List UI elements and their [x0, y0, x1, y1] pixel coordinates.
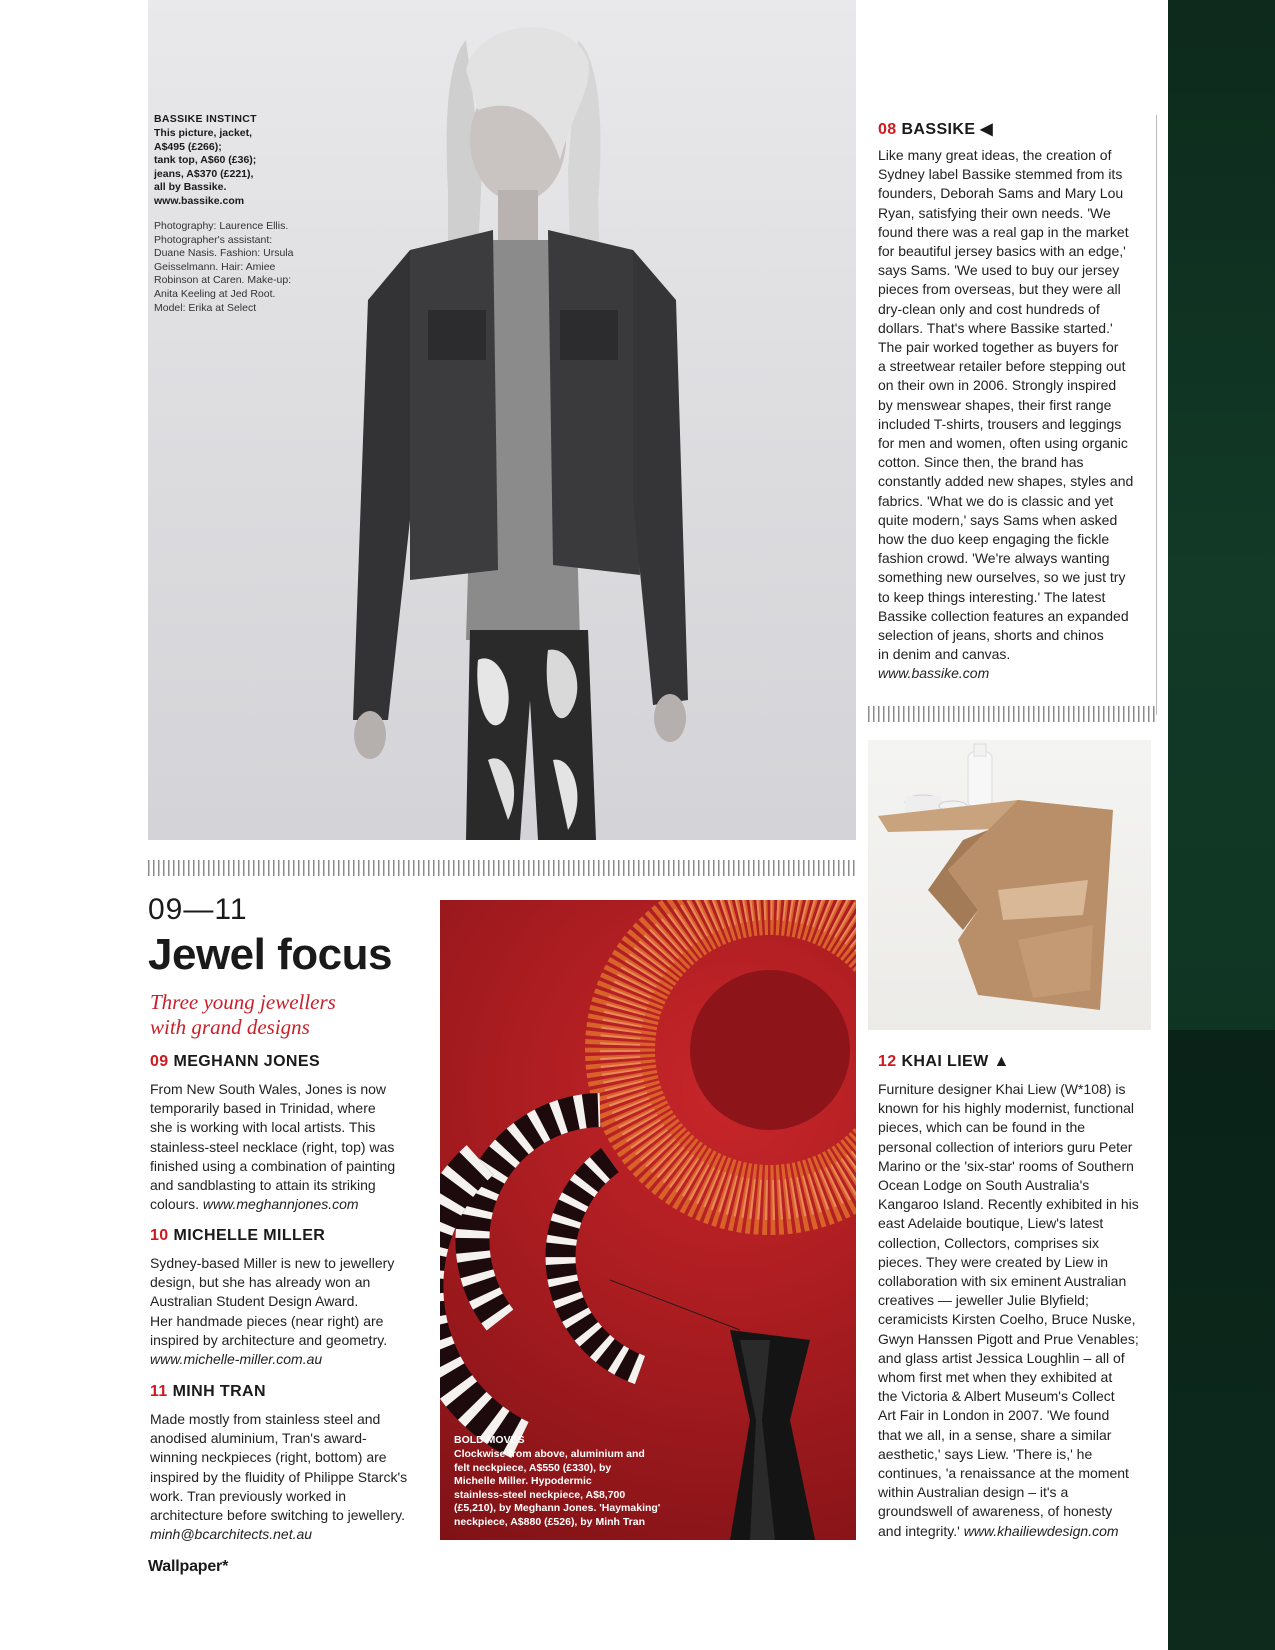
tran-url[interactable]: minh@bcarchitects.net.au: [150, 1526, 313, 1543]
section-subtitle: Three young jewellers with grand designs: [150, 990, 336, 1039]
model-illustration: [148, 0, 856, 840]
arrow-left-icon: ◀: [980, 121, 993, 138]
barcode-divider: [868, 706, 1156, 722]
fashion-photo: [148, 0, 856, 840]
arrow-up-icon: ▲: [993, 1053, 1010, 1070]
miller-url[interactable]: www.michelle-miller.com.au: [150, 1351, 323, 1368]
section-title: Jewel focus: [148, 930, 392, 979]
bassike-heading: 08 BASSIKE ◀: [878, 121, 993, 138]
bassike-body: Like many great ideas, the creation of Sydney label Bassike stemmed from its founders, Deborah Sams and Mary Lou Ryan, satisfying their own needs. 'We found there was a real gap in the market for beautiful jersey basics with an edge,' says Sams. 'We used to buy our jersey pieces from overseas, but they were all dry-clean only and cost hundreds of dollars. That's where Bassike started.' The pair worked together as buyers for a streetwear retailer before stepping out on their own in 2006. Strongly inspired by menswear shapes, their first range included T-shirts, trousers and leggings for men and women, often using organic cotton. Since then, the brand has constantly added new shapes, styles and fabrics. 'What we do is classic and yet quite modern,' says Sams when asked how the duo keep engaging the fickle fashion crowd. 'We're always wanting something new ourselves, so we just try to keep things interesting.' The latest Bassike collection features an expanded selection of jeans, shorts and chinos in denim and canvas. www.bassike.com: [878, 146, 1153, 684]
photo-caption: This picture, jacket, A$495 (£266); tank top, A$60 (£36); jeans, A$370 (£221), all by Bassike. www.bassike.com: [154, 127, 257, 207]
furniture-photo: [868, 740, 1151, 1030]
jewel-caption-title: BOLD MOVES: [454, 1434, 525, 1446]
miller-heading: 10 MICHELLE MILLER: [150, 1227, 326, 1244]
footer-wordmark: Wallpaper*: [148, 1558, 229, 1575]
tran-body: Made mostly from stainless steel and anodised aluminium, Tran's award- winning neckpieces (right, bottom) are inspired by the fluidity of Philippe Starck's work. Tran previously worked in architecture before switching to jewellery. minh@bcarchitects.net.au: [150, 1410, 435, 1544]
column-rule: [1156, 115, 1157, 715]
jones-url[interactable]: www.meghannjones.com: [202, 1196, 359, 1213]
photo-caption-title: BASSIKE INSTINCT: [154, 113, 257, 125]
miller-body: Sydney-based Miller is new to jewellery design, but she has already won an Australian Student Design Award. Her handmade pieces (near right) are inspired by architecture and geometry. www.michelle-miller.com.au: [150, 1254, 430, 1369]
section-number: 09—11: [148, 893, 248, 926]
jewel-caption: Clockwise from above, aluminium and felt neckpiece, A$550 (£330), by Michelle Miller. Hypodermic stainless-steel neckpiece, A$8,700 (£5,210), by Meghann Jones. 'Haymaking' neckpiece, A$880 (£526), by Minh Tran: [454, 1448, 661, 1528]
tran-heading: 11 MINH TRAN: [150, 1383, 266, 1400]
photo-credits: Photography: Laurence Ellis. Photographer's assistant: Duane Nasis. Fashion: Ursula Geisselmann. Hair: Amiee Robinson at Caren. Make-up: Anita Keeling at Jed Root. Model: Erika at Select: [154, 220, 294, 314]
page-edge-strip: [1168, 0, 1275, 1650]
liew-url[interactable]: www.khailiewdesign.com: [963, 1522, 1119, 1539]
liew-heading: 12 KHAI LIEW ▲: [878, 1053, 1010, 1070]
bassike-url[interactable]: www.bassike.com: [878, 665, 990, 682]
liew-body: Furniture designer Khai Liew (W*108) is known for his highly modernist, functional pieces, which can be found in the personal collection of interiors guru Peter Marino or the 'six-star' rooms of Southern Ocean Lodge on South Australia's Kangaroo Island. Recently exhibited in his east Adelaide boutique, Liew's latest collection, Collectors, comprises six pieces. They were created by Liew in collaboration with six eminent Australian creatives — jeweller Julie Blyfield; ceramicists Kirsten Coelho, Bruce Nuske, Gwyn Hanssen Pigott and Prue Venables; and glass artist Jessica Loughlin – all of whom first met when they exhibited at the Victoria & Albert Museum's Collect Art Fair in London in 2007. 'We found that we all, in a sense, share a similar aesthetic,' says Liew. 'There is,' he continues, 'a renaissance at the moment within Australian design – it's a groundswell of awareness, of honesty and integrity.' www.khailiewdesign.com: [878, 1081, 1139, 1539]
jones-heading: 09 MEGHANN JONES: [150, 1053, 321, 1070]
barcode-divider: [148, 860, 856, 876]
jones-body: From New South Wales, Jones is now temporarily based in Trinidad, where she is working with local artists. This stainless-steel necklace (right, top) was finished using a combination of painting and sandblasting to attain its striking colours. www.meghannjones.com: [150, 1081, 396, 1213]
